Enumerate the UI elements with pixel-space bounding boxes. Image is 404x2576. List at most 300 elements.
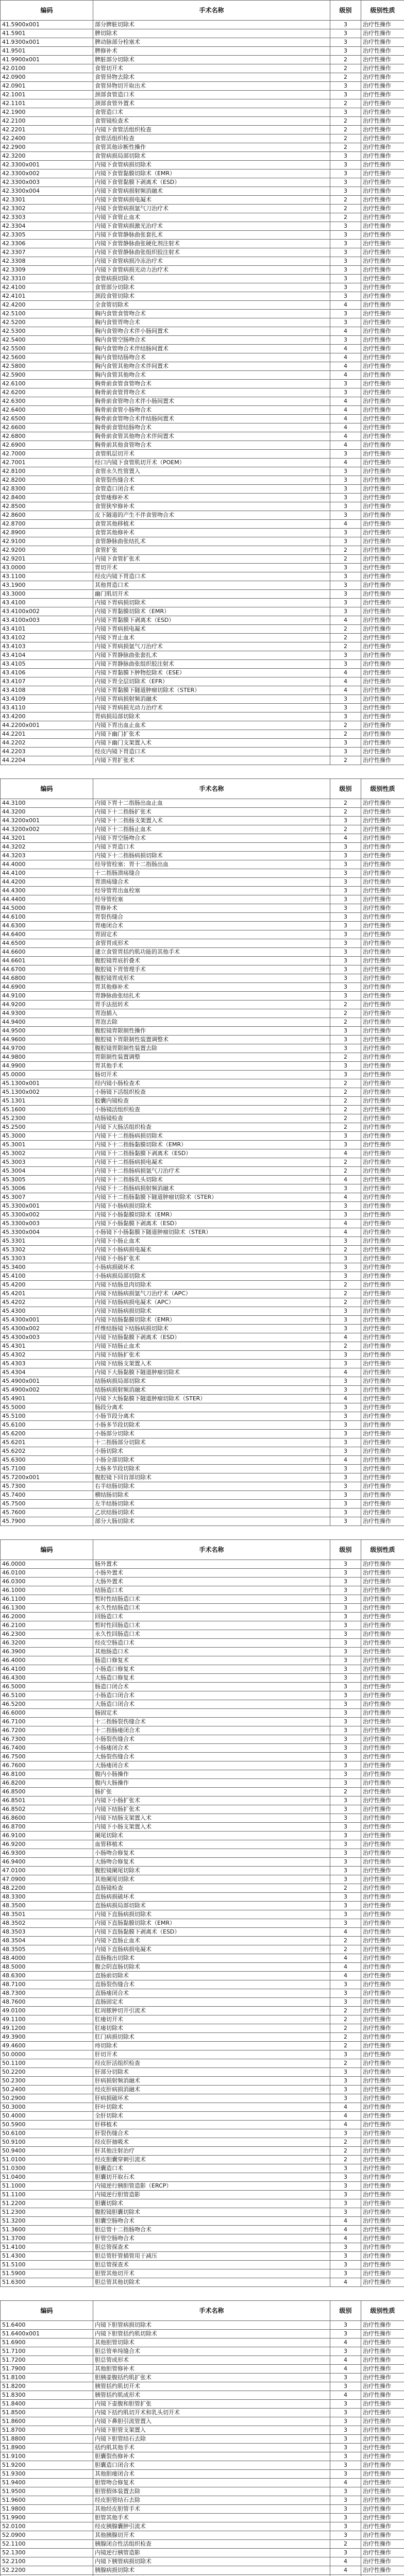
cell-name: 内镜逆行胆管造影 [93,2191,330,2199]
cell-category: 治疗性操作 [361,2400,404,2409]
cell-category: 治疗性操作 [361,1325,404,1333]
cell-level: 3 [330,450,361,459]
cell-name: 胸骨前食管食管吻合术 [93,380,330,388]
cell-code: 46.7200 [1,1726,93,1735]
cell-level: 4 [330,1149,361,1158]
cell-level: 3 [330,1325,361,1333]
cell-code: 42.5400 [1,336,93,345]
table-row [1,2391,404,2400]
table-row [1,2269,404,2278]
table-row [1,1333,404,1342]
cell-level: 2 [330,2007,361,2015]
cell-name: 经皮肝活组织检查 [93,2059,330,2068]
cell-category: 治疗性操作 [361,748,404,756]
cell-category: 治疗性操作 [361,196,404,205]
table-row [1,1421,404,1430]
cell-category: 治疗性操作 [361,1456,404,1465]
cell-code: 48.2200 [1,1884,93,1893]
cell-code: 46.7100 [1,1718,93,1726]
cell-name: 乙状结肠切除术 [93,1509,330,1517]
cell-name: 经内镜小肠检查术 [93,1079,330,1088]
table-row [1,930,404,939]
cell-category: 治疗性操作 [361,1683,404,1691]
cell-level: 3 [330,1867,361,1875]
table-row [1,240,404,248]
table-row [1,1604,404,1613]
cell-category: 治疗性操作 [361,1726,404,1735]
table-row [1,1805,404,1814]
cell-name: 胸骨前食管小肠吻合术 [93,406,330,415]
cell-category: 治疗性操作 [361,799,404,808]
cell-code: 52.2200 [1,2566,93,2575]
table-row [1,1691,404,1700]
cell-category: 治疗性操作 [361,2540,404,2549]
cell-category: 治疗性操作 [361,1613,404,1621]
table-row [1,1500,404,1509]
cell-category: 治疗性操作 [361,1884,404,1893]
cell-code: 48.7600 [1,1998,93,2007]
table-row [1,2540,404,2549]
cell-name: 胃修补术 [93,904,330,913]
cell-level: 3 [330,713,361,721]
cell-category: 治疗性操作 [361,2356,404,2365]
cell-code: 46.9100 [1,1832,93,1840]
cell-level: 3 [330,1132,361,1141]
cell-name: 内镜下食管病损激光治疗术 [93,222,330,231]
cell-code: 42.6900 [1,441,93,450]
cell-category: 治疗性操作 [361,2531,404,2540]
cell-code: 44.9700 [1,1044,93,1053]
cell-code: 50.5900 [1,2121,93,2129]
cell-code: 45.3004 [1,1167,93,1176]
table-row [1,1928,404,1937]
header-code: 编码 [1,2301,93,2321]
cell-category: 治疗性操作 [361,1560,404,1569]
cell-level: 3 [330,887,361,895]
cell-level: 3 [330,1709,361,1718]
cell-name: 内镜下食管止血术 [93,213,330,222]
cell-code: 51.6900 [1,2338,93,2347]
table-row [1,2382,404,2391]
cell-code: 51.0100 [1,2156,93,2164]
table-row [1,1456,404,1465]
cell-code: 44.9600 [1,1036,93,1044]
cell-level: 3 [330,939,361,948]
cell-level: 3 [330,1823,361,1832]
cell-name: 其他胰腺切开术 [93,2531,330,2540]
cell-level: 3 [330,1062,361,1071]
table-row [1,1613,404,1621]
cell-level: 4 [330,1395,361,1403]
cell-category: 治疗性操作 [361,82,404,91]
cell-level: 4 [330,1368,361,1377]
cell-code: 46.8500 [1,1788,93,1797]
cell-category: 治疗性操作 [361,1648,404,1656]
header-code: 编码 [1,779,93,799]
cell-name: 内镜下小肠黏膜切除术（EMR） [93,1211,330,1219]
cell-level: 3 [330,2435,361,2444]
cell-level: 3 [330,860,361,869]
cell-code: 42.9100 [1,537,93,546]
cell-code: 42.3304 [1,222,93,231]
cell-category: 治疗性操作 [361,825,404,834]
table-row [1,852,404,860]
cell-code: 45.3001 [1,1141,93,1149]
cell-code: 42.4100 [1,283,93,292]
cell-category: 治疗性操作 [361,38,404,47]
table-row [1,922,404,930]
cell-name: 内镜下幽门扩张术 [93,730,330,739]
cell-level: 4 [330,520,361,529]
header-category: 级别性质 [361,1540,404,1560]
cell-category: 治疗性操作 [361,1351,404,1360]
cell-category: 治疗性操作 [361,327,404,336]
cell-category: 治疗性操作 [361,2059,404,2068]
table-row [1,2505,404,2514]
cell-name: 纤维结肠镜下结肠病损切除术 [93,1325,330,1333]
cell-name: 食管部分切除术 [93,283,330,292]
cell-level: 4 [330,1176,361,1184]
cell-category: 治疗性操作 [361,1709,404,1718]
table-row [1,108,404,117]
cell-category: 治疗性操作 [361,2226,404,2234]
cell-level: 2 [330,642,361,651]
cell-name: 腹会阴直肠切除术 [93,1963,330,1972]
section-gap [0,2287,404,2300]
table-row [1,2566,404,2575]
cell-level: 2 [330,1246,361,1255]
cell-category: 治疗性操作 [361,642,404,651]
cell-name: 脾脏部分切除术 [93,56,330,64]
table-row [1,607,404,616]
cell-code: 45.4300 [1,1307,93,1316]
cell-level: 3 [330,878,361,887]
cell-code: 42.6200 [1,388,93,397]
cell-code: 51.1100 [1,2191,93,2199]
cell-category: 治疗性操作 [361,1954,404,1963]
cell-level: 4 [330,397,361,406]
table-row [1,2164,404,2173]
cell-level: 3 [330,1691,361,1700]
cell-code: 46.8600 [1,1814,93,1823]
cell-level: 3 [330,257,361,266]
cell-name: 颈段食管切除术 [93,292,330,301]
table-row [1,336,404,345]
table-row [1,1009,404,1018]
cell-category: 治疗性操作 [361,2278,404,2287]
cell-category: 治疗性操作 [361,1814,404,1823]
cell-category: 治疗性操作 [361,1001,404,1009]
header-level: 级别 [330,779,361,799]
cell-name: 内镜下食管病损电凝术 [93,196,330,205]
cell-level: 2 [330,99,361,108]
cell-name: 内镜下结肠扩张术 [93,1805,330,1814]
cell-category: 治疗性操作 [361,2007,404,2015]
table-row [1,1726,404,1735]
cell-name: 胸内食管空肠吻合术 [93,336,330,345]
table-row [1,2147,404,2156]
table-row [1,2121,404,2129]
cell-category: 治疗性操作 [361,2024,404,2033]
cell-name: 大肠多节段切除术 [93,1465,330,1473]
table-row [1,476,404,485]
cell-code: 42.2900 [1,143,93,152]
cell-name: 直肠裂伤缝合术 [93,1980,330,1989]
cell-category: 治疗性操作 [361,388,404,397]
cell-code: 46.0000 [1,1560,93,1569]
cell-category: 治疗性操作 [361,134,404,143]
cell-category: 治疗性操作 [361,1718,404,1726]
cell-name: 皮下隧道的产生不伴食管吻合术 [93,511,330,520]
cell-level: 2 [330,2138,361,2147]
cell-level: 4 [330,353,361,362]
cell-category: 治疗性操作 [361,1770,404,1779]
cell-code: 51.9900 [1,2514,93,2522]
table-header-row [1,2301,404,2321]
cell-name: 经皮胰腺囊肿引流术 [93,2522,330,2531]
cell-code: 49.1100 [1,2015,93,2024]
cell-code: 44.6300 [1,922,93,930]
cell-category: 治疗性操作 [361,494,404,502]
cell-name: 内镜下十二指肠病损切除术 [93,852,330,860]
cell-name: 肝病损射频消融术 [93,2077,330,2086]
cell-category: 治疗性操作 [361,406,404,415]
cell-code: 47.0100 [1,1867,93,1875]
procedure-table [0,2300,404,2576]
cell-level: 3 [330,1421,361,1430]
cell-code: 42.5800 [1,362,93,371]
table-row [1,2024,404,2033]
cell-name: 内镜下胃静脉曲张套扎术 [93,651,330,660]
table-row [1,283,404,292]
cell-category [361,2575,404,2576]
table-row [1,1945,404,1954]
cell-code: 45.5100 [1,1412,93,1421]
table-row [1,537,404,546]
cell-category: 治疗性操作 [361,948,404,957]
cell-name: 食管病损局部切除术 [93,152,330,161]
cell-category: 治疗性操作 [361,205,404,213]
cell-code: 42.6300 [1,397,93,406]
table-row [1,2278,404,2287]
cell-code: 45.4301 [1,1342,93,1351]
cell-code: 45.7900 [1,1517,93,1526]
table-row [1,1753,404,1761]
table-row [1,1368,404,1377]
cell-name: 胆囊造口术 [93,2164,330,2173]
cell-level: 3 [330,2164,361,2173]
cell-code: 42.2400 [1,134,93,143]
cell-level: 3 [330,1832,361,1840]
cell-name: 十二指肠瘘闭合术 [93,1726,330,1735]
cell-code: 44.6900 [1,983,93,992]
cell-code: 46.9200 [1,1840,93,1849]
table-row [1,808,404,817]
table-row [1,1578,404,1586]
table-row [1,459,404,467]
cell-name: 小肠瘘闭合术 [93,1744,330,1753]
cell-level: 3 [330,310,361,318]
cell-name: 小肠病损局部切除术 [93,1272,330,1281]
cell-category: 治疗性操作 [361,1438,404,1447]
cell-category: 治疗性操作 [361,213,404,222]
table-row [1,1342,404,1351]
cell-level: 3 [330,2252,361,2261]
table-row [1,213,404,222]
cell-code: 42.3301 [1,196,93,205]
cell-name: 内镜下直肠病损电凝术 [93,1945,330,1954]
cell-category: 治疗性操作 [361,1395,404,1403]
cell-code: 42.1001 [1,91,93,99]
cell-level: 3 [330,748,361,756]
cell-category: 治疗性操作 [361,957,404,965]
cell-level: 3 [330,388,361,397]
cell-category: 治疗性操作 [361,1491,404,1500]
cell-code: 44.3200 [1,808,93,817]
table-row [1,1884,404,1893]
cell-name: 内镜下结肠病损氩气刀治疗术（APC） [93,1290,330,1298]
cell-name: 直肠拖出切除术 [93,1954,330,1963]
cell-code: 50.6100 [1,2129,93,2138]
cell-code: 42.4200 [1,301,93,310]
table-row [1,1797,404,1805]
cell-name: 内镜下十二指肠黏膜下剥离术（ESD） [93,1149,330,1158]
cell-code: 42.6400 [1,406,93,415]
cell-code: 45.7400 [1,1491,93,1500]
cell-code: 51.4100 [1,2243,93,2252]
cell-category: 治疗性操作 [361,1009,404,1018]
table-row [1,406,404,415]
cell-code: 51.7900 [1,2365,93,2374]
cell-name: 内镜下结肠息肉切除术 [93,1281,330,1290]
cell-category: 治疗性操作 [361,178,404,187]
cell-name: 十二指肠溃疡缝合 [93,869,330,878]
cell-code: 45.3300x003 [1,1219,93,1228]
cell-level: 3 [330,2077,361,2086]
cell-code: 42.1101 [1,99,93,108]
cell-category: 治疗性操作 [361,965,404,974]
header-level: 级别 [330,2301,361,2321]
cell-code: 45.1600 [1,1106,93,1114]
cell-category: 治疗性操作 [361,2182,404,2191]
cell-name: 胸内食管吻合术伴小肠间置术 [93,327,330,336]
cell-category: 治疗性操作 [361,2514,404,2522]
cell-level: 3 [330,1036,361,1044]
cell-level: 3 [330,2400,361,2409]
cell-code: 51.0300 [1,2164,93,2173]
cell-level: 4 [330,301,361,310]
cell-category: 治疗性操作 [361,2452,404,2461]
table-row [1,371,404,380]
cell-name: 胆总管成形术 [93,2356,330,2365]
cell-level: 2 [330,555,361,564]
cell-code: 45.3302 [1,1246,93,1255]
cell-name: 内镜下结肠病损电凝术（APC） [93,1298,330,1307]
cell-code: 45.4300x003 [1,1333,93,1342]
cell-category: 治疗性操作 [361,913,404,922]
cell-level: 3 [330,1639,361,1648]
cell-name: 胸骨前食管吻合术伴小肠间置术 [93,397,330,406]
table-section [0,778,404,1526]
cell-category: 治疗性操作 [361,590,404,599]
cell-name: 腹腔镜胃限制性操作 [93,1027,330,1036]
cell-category: 治疗性操作 [361,843,404,852]
table-row [1,2261,404,2269]
table-row [1,2452,404,2461]
cell-level: 3 [330,467,361,476]
cell-name: 回肠造口术 [93,1613,330,1621]
table-row [1,913,404,922]
cell-code: 50.2300 [1,2077,93,2086]
cell-name: 经口内镜下食管肌切开术（POEM） [93,459,330,467]
cell-code: 45.7500 [1,1500,93,1509]
table-row [1,1184,404,1193]
cell-name: 结肠病损射频消融术 [93,1386,330,1395]
cell-category: 治疗性操作 [361,1141,404,1149]
cell-name: 胆胰壶腹括约肌扩张术 [93,2374,330,2382]
table-row [1,2356,404,2365]
cell-category: 治疗性操作 [361,47,404,56]
cell-name: 内镜下胃十二指肠出血止血 [93,799,330,808]
table-row [1,1972,404,1980]
table-row [1,117,404,126]
header-name: 手术名称 [93,779,330,799]
table-row [1,2487,404,2496]
cell-category: 治疗性操作 [361,397,404,406]
table-row [1,2173,404,2182]
cell-level: 4 [330,371,361,380]
cell-level: 2 [330,1123,361,1132]
table-row [1,581,404,590]
cell-category: 治疗性操作 [361,1386,404,1395]
cell-category: 治疗性操作 [361,2191,404,2199]
cell-category: 治疗性操作 [361,257,404,266]
cell-category: 治疗性操作 [361,887,404,895]
cell-code: 45.7100 [1,1465,93,1473]
cell-category: 治疗性操作 [361,721,404,730]
cell-level: 2 [330,1009,361,1018]
cell-name: 阑尾切除术 [93,1832,330,1840]
table-row [1,1954,404,1963]
cell-code: 42.8700 [1,520,93,529]
table-row [1,869,404,878]
cell-category: 治疗性操作 [361,616,404,625]
cell-name: 肠段分离术 [93,1403,330,1412]
cell-level: 2 [330,117,361,126]
table-row [1,441,404,450]
cell-level: 2 [330,2015,361,2024]
cell-category: 治疗性操作 [361,1219,404,1228]
cell-level: 4 [330,677,361,686]
cell-level: 3 [330,1753,361,1761]
cell-category: 治疗性操作 [361,1158,404,1167]
cell-level: 3 [330,590,361,599]
cell-category: 治疗性操作 [361,860,404,869]
cell-code: 48.3504 [1,1937,93,1945]
cell-name: 内镜下壶腹和胆管扩张 [93,2400,330,2409]
cell-code: 46.3200 [1,1639,93,1648]
cell-category: 治疗性操作 [361,1272,404,1281]
cell-code: 50.4000 [1,2112,93,2121]
cell-category: 治疗性操作 [361,1132,404,1141]
cell-name: 胆总管其他切除术 [93,2278,330,2287]
table-row [1,1858,404,1867]
cell-code: 43.4200 [1,713,93,721]
cell-level: 4 [330,1228,361,1237]
cell-code: 51.2200 [1,2199,93,2208]
table-row [1,1088,404,1097]
cell-level: 4 [330,669,361,677]
